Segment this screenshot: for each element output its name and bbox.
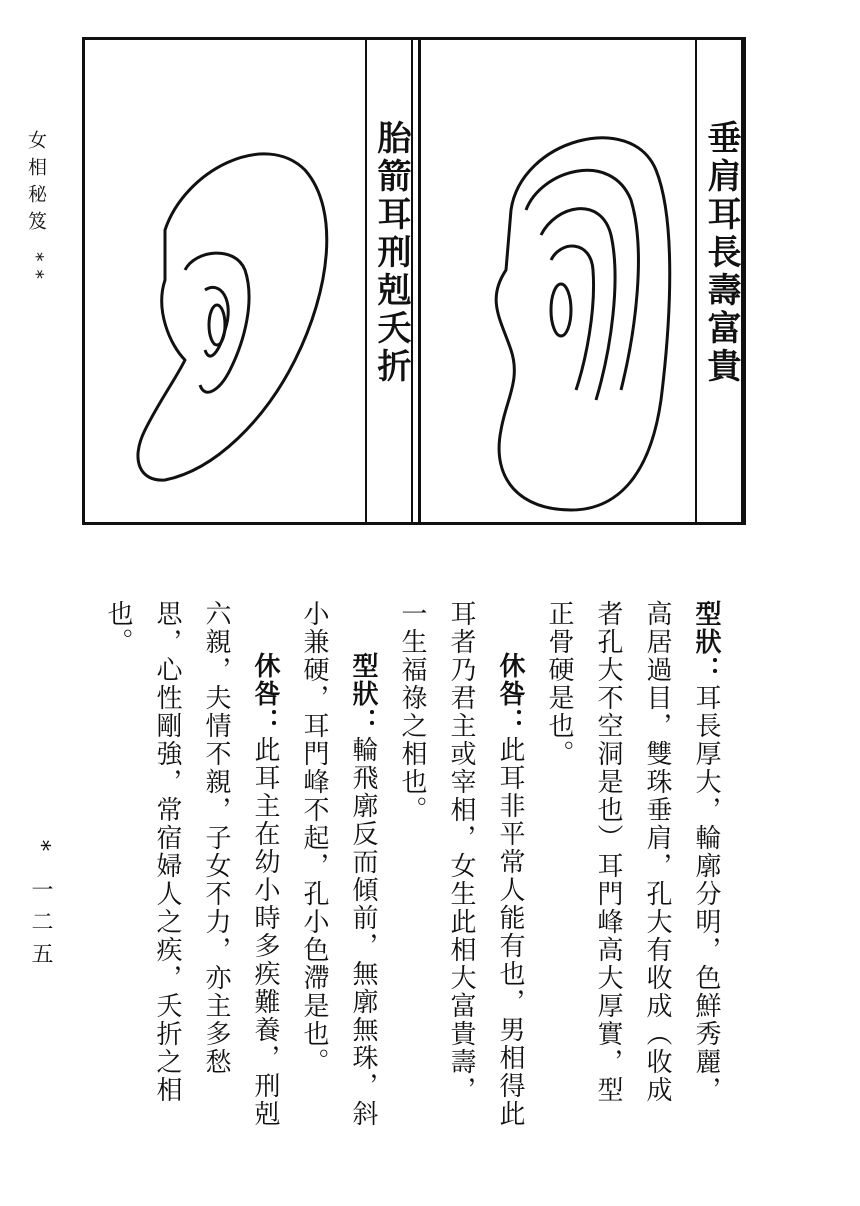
ear-inner-fold [185,253,249,392]
book-side-title [20,130,50,287]
page-star: * [28,840,53,861]
figure-panel-left [85,40,415,522]
ear-drawing-left [125,110,345,490]
description-text [90,600,730,1130]
title-stars: ** [25,252,47,288]
ear-canal [209,305,225,345]
caption-column-right [695,40,743,522]
fortune-label: 休咎： [250,652,280,736]
illustration-frame [82,37,746,525]
shape-paragraph [534,600,730,1130]
shape-text: 耳長厚大，輪廓分明，色鮮秀麗，高居過目，雙珠垂肩，孔大有收成（收成者孔大不空洞是也）耳門峰高大厚實，型正骨硬是也。 [544,600,721,1104]
ear-outline [496,138,670,510]
fortune-text: 此耳主在幼小時多疾難養，刑剋六親，夫情不親，子女不力，亦主多愁思，心性剛強，常宿婦人之疾，夭折之相也。 [103,600,280,1128]
book-title: 女相秘笈 [25,130,47,238]
ear-canal [551,284,571,336]
shape-label: 型狀： [348,652,378,736]
fortune-text: 此耳非平常人能有也，男相得此耳者乃君主或宰相，女生此相大富貴壽，一生福祿之相也。 [397,600,525,1128]
figure-panel-right [418,40,749,522]
ear-inner-fold [526,170,638,390]
ear-outline [138,154,327,480]
figure-caption-left: 胎箭耳刑剋夭折 [371,120,411,386]
fortune-label: 休咎： [495,652,525,736]
ear-inner-fold [551,246,594,390]
shape-label: 型狀： [691,600,721,684]
page-number: 一二五 [28,878,53,974]
ear-drawing-right [481,100,681,520]
fortune-paragraph [93,600,289,1130]
shape-text: 輪飛廓反而傾前，無廓無珠，斜小兼硬，耳門峰不起，孔小色滯是也。 [299,600,378,1128]
fortune-paragraph [387,600,534,1130]
caption-column-left [365,40,413,522]
page-marker [28,840,56,974]
shape-paragraph [289,600,387,1130]
figure-caption-right: 垂肩耳長壽富貴 [701,120,741,386]
